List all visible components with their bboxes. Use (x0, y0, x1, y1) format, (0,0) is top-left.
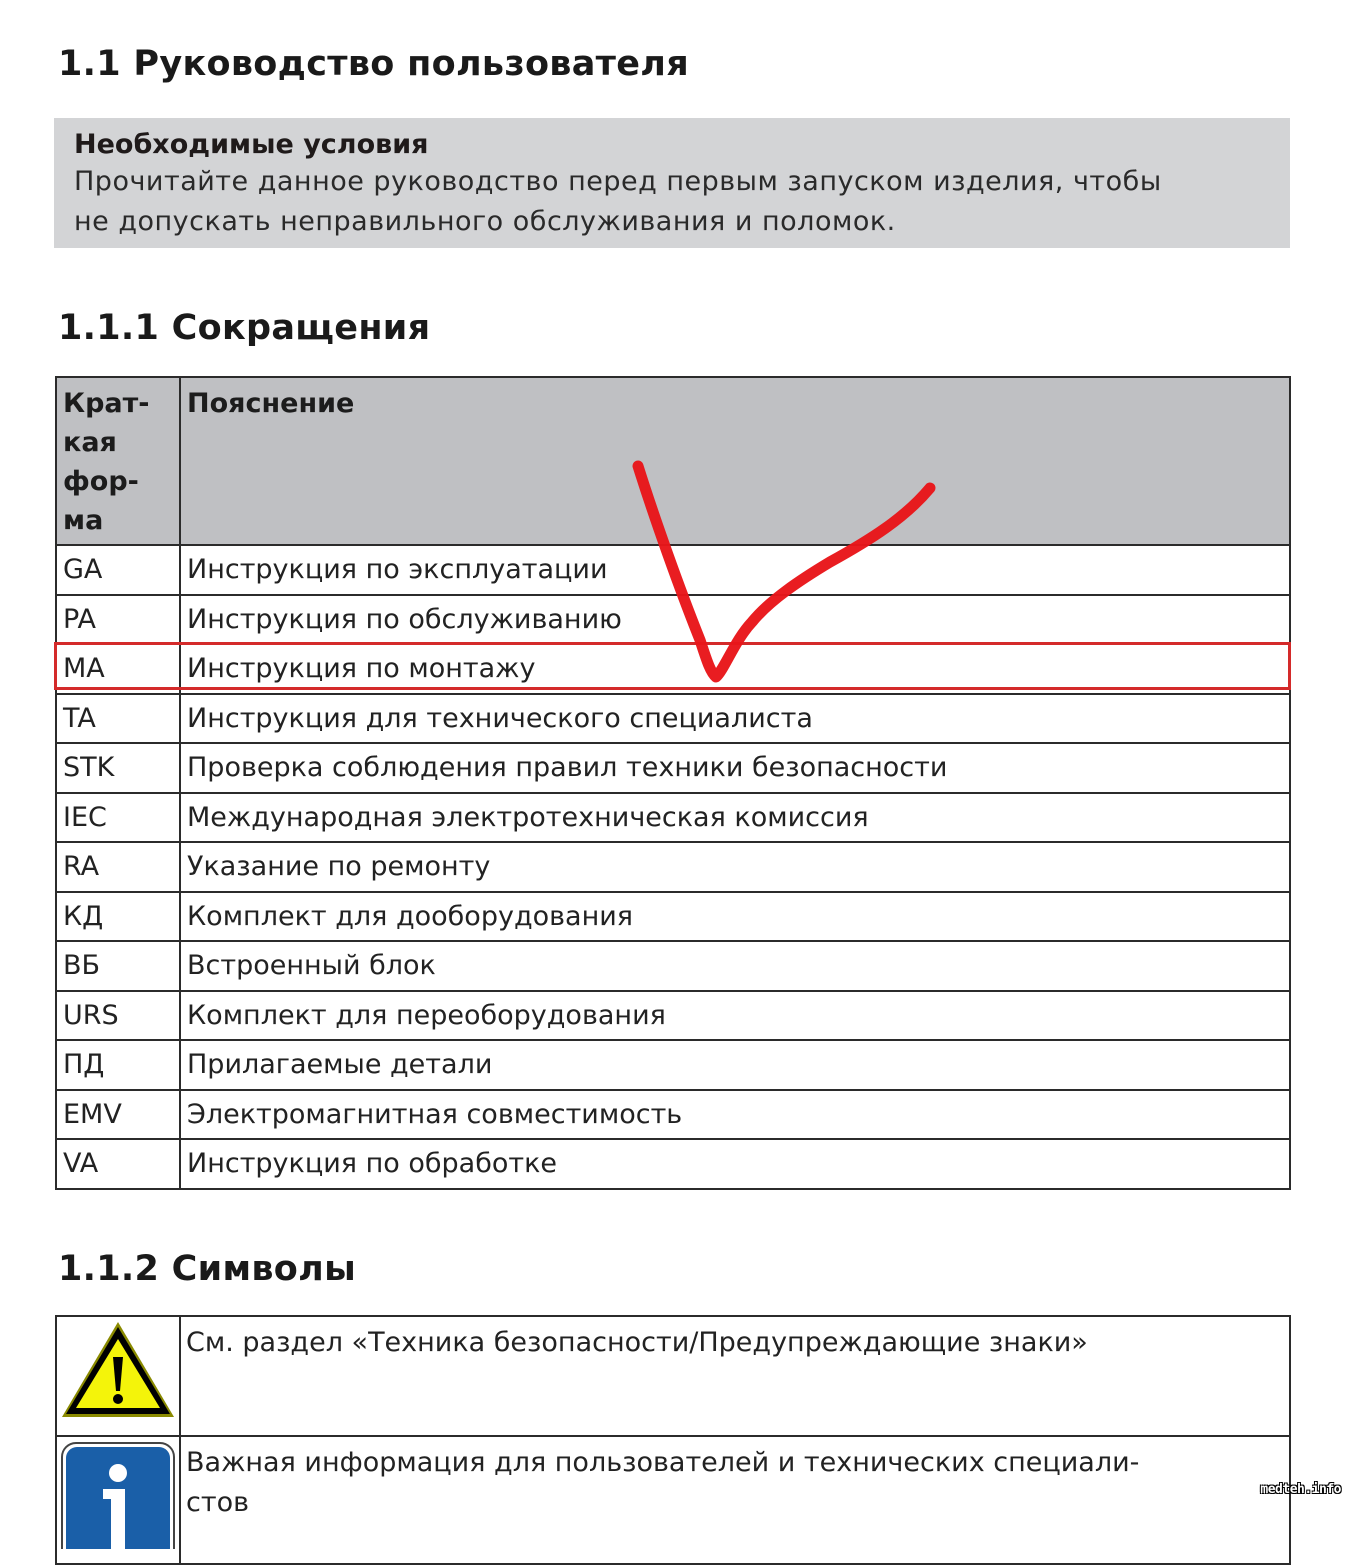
prerequisites-box (54, 118, 1290, 248)
explanation-cell: Инструкция по эксплуатации (180, 545, 1290, 595)
warning-triangle-icon (59, 1319, 177, 1421)
abbr-cell: MA (56, 644, 180, 694)
explanation-cell: Указание по ремонту (180, 842, 1290, 892)
explanation-cell: Встроенный блок (180, 941, 1290, 991)
table-row (56, 793, 1290, 843)
explanation-cell: Комплект для дооборудования (180, 892, 1290, 942)
info-icon (59, 1439, 177, 1549)
table-header-row (56, 377, 1290, 545)
abbr-cell: VA (56, 1139, 180, 1189)
prerequisites-title: Необходимые условия (74, 129, 429, 160)
table-row (56, 545, 1290, 595)
explanation-cell: Инструкция по монтажу (180, 644, 1290, 694)
explanation-cell: Инструкция по обслуживанию (180, 595, 1290, 645)
abbr-cell: TA (56, 694, 180, 744)
table-row (56, 595, 1290, 645)
table-row (56, 941, 1290, 991)
symbol-icon-cell (56, 1316, 180, 1436)
abbr-cell: КД (56, 892, 180, 942)
symbol-icon-cell (56, 1436, 180, 1564)
abbreviations-heading: 1.1.1 Сокращения (58, 308, 431, 348)
table-row (56, 1090, 1290, 1140)
explanation-cell: Инструкция по обработке (180, 1139, 1290, 1189)
abbr-cell: URS (56, 991, 180, 1041)
table-row (56, 1139, 1290, 1189)
explanation-cell: Проверка соблюдения правил техники безопасности (180, 743, 1290, 793)
column-header-explanation: Пояснение (180, 377, 1290, 545)
watermark: medteh.info (1260, 1482, 1341, 1497)
abbr-cell: RA (56, 842, 180, 892)
abbr-cell: ПД (56, 1040, 180, 1090)
symbol-description: Важная информация для пользователей и технических специали- стов (180, 1436, 1290, 1564)
abbr-cell: GA (56, 545, 180, 595)
abbr-cell: PA (56, 595, 180, 645)
explanation-cell: Международная электротехническая комиссия (180, 793, 1290, 843)
explanation-cell: Электромагнитная совместимость (180, 1090, 1290, 1140)
table-row (56, 1040, 1290, 1090)
table-row (56, 892, 1290, 942)
abbr-cell: IEC (56, 793, 180, 843)
abbr-cell: EMV (56, 1090, 180, 1140)
symbols-table (55, 1315, 1291, 1565)
prerequisites-text: Прочитайте данное руководство перед первым запуском изделия, чтобы не допускать неправильного обслуживания и поломок. (74, 166, 1162, 237)
explanation-cell: Комплект для переоборудования (180, 991, 1290, 1041)
abbr-cell: ВБ (56, 941, 180, 991)
symbols-heading: 1.1.2 Символы (58, 1249, 357, 1289)
abbr-cell: STK (56, 743, 180, 793)
table-row-highlighted (56, 644, 1290, 694)
explanation-cell: Прилагаемые детали (180, 1040, 1290, 1090)
abbreviations-table (55, 376, 1291, 1190)
table-row (56, 694, 1290, 744)
page-title: 1.1 Руководство пользователя (58, 44, 689, 84)
symbol-description: См. раздел «Техника безопасности/Предупреждающие знаки» (180, 1316, 1290, 1436)
explanation-cell: Инструкция для технического специалиста (180, 694, 1290, 744)
table-row (56, 743, 1290, 793)
column-header-short-form: Крат- кая фор- ма (56, 377, 180, 545)
table-row (56, 842, 1290, 892)
symbol-row (56, 1436, 1290, 1564)
symbol-row (56, 1316, 1290, 1436)
table-row (56, 991, 1290, 1041)
